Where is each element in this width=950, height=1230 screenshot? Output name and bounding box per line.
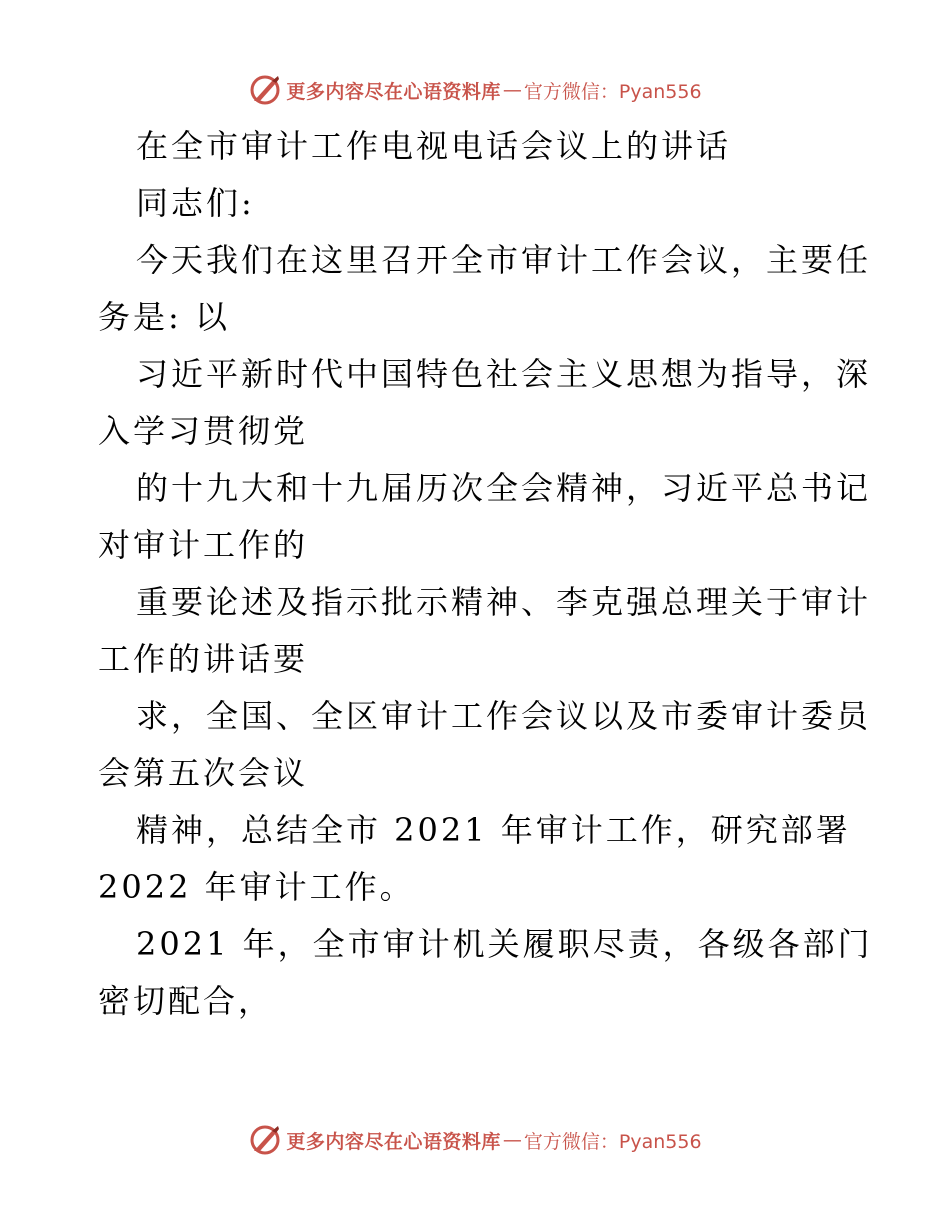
document-title: 在全市审计工作电视电话会议上的讲话 [136,127,732,165]
text-line: 求，全国、全区审计工作会议以及市委审计委员 [136,697,872,735]
watermark-dash: — [502,1129,522,1151]
watermark-contact-text: 官方微信：Pyan556 [523,80,702,103]
paragraph-lines [98,232,873,1030]
text-line: 工作的讲话要 [98,640,309,678]
text-line: 的十九大和十九届历次全会精神，习近平总书记 [136,469,872,507]
text-line: 务是: 以 [98,298,230,336]
text-line: 精神，总结全市 2021 年审计工作，研究部署 [136,811,851,849]
footer-watermark [0,1122,950,1158]
salutation: 同志们: [136,184,255,222]
watermark-contact-text: 官方微信：Pyan556 [523,1130,702,1153]
text-line: 对审计工作的 [98,526,309,564]
watermark-brand-text: 更多内容尽在心语资料库 [286,80,501,103]
quill-pen-logo-icon [248,73,282,107]
header-watermark [0,72,950,108]
text-line: 密切配合， [98,982,274,1020]
quill-pen-logo-icon [248,1123,282,1157]
text-line: 重要论述及指示批示精神、李克强总理关于审计 [136,583,872,621]
text-line: 2022 年审计工作。 [98,868,415,906]
document-body [98,118,873,1030]
watermark-brand-text: 更多内容尽在心语资料库 [286,1130,501,1153]
text-line: 会第五次会议 [98,754,309,792]
text-line: 入学习贯彻党 [98,412,309,450]
text-line: 今天我们在这里召开全市审计工作会议，主要任 [136,241,872,279]
text-line: 习近平新时代中国特色社会主义思想为指导，深 [136,355,872,393]
watermark-dash: — [502,79,522,101]
text-line: 2021 年，全市审计机关履职尽责，各级各部门 [136,925,873,963]
